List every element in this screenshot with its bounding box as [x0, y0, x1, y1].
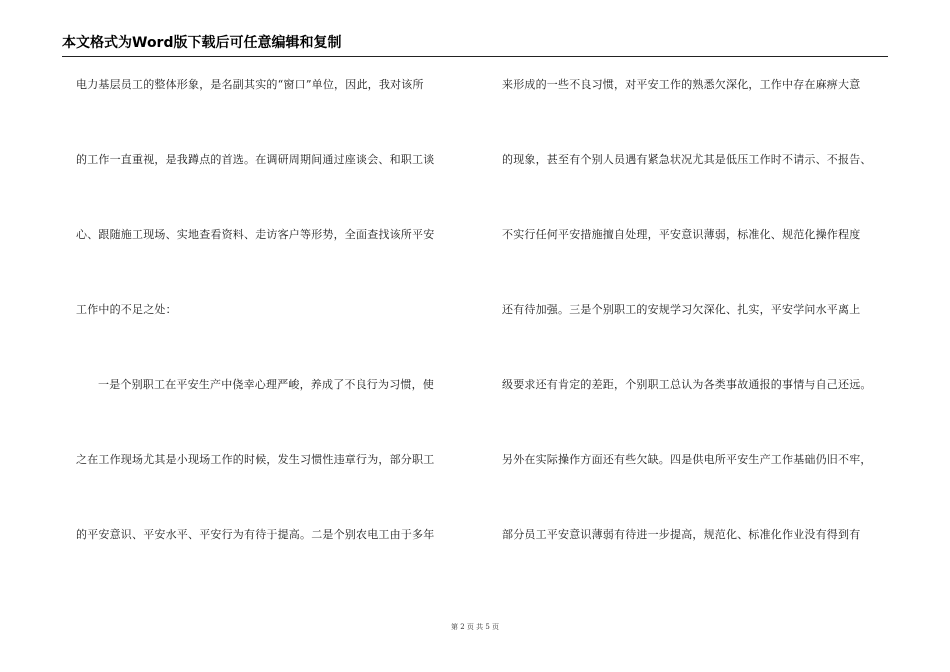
text-line: 另外在实际操作方面还有些欠缺。四是供电所平安生产工作基础仍旧不牢， — [502, 453, 872, 466]
text-line: 一是个别职工在平安生产中侥幸心理严峻，养成了不良行为习惯，使 — [98, 378, 434, 391]
text-line: 的现象，甚至有个别人员遇有紧急状况尤其是低压工作时不请示、不报告、 — [502, 153, 872, 166]
text-line: 的工作一直重视，是我蹲点的首选。在调研周期间通过座谈会、和职工谈 — [76, 153, 435, 166]
text-line: 级要求还有肯定的差距，个别职工总认为各类事故通报的事情与自己还远。 — [502, 378, 872, 391]
text-line: 心、跟随施工现场、实地查看资料、走访客户等形势，全面查找该所平安 — [76, 228, 435, 241]
text-line: 来形成的一些不良习惯，对平安工作的熟悉欠深化，工作中存在麻痹大意 — [502, 78, 861, 91]
document-header — [62, 34, 888, 57]
text-line: 还有待加强。三是个别职工的安规学习欠深化、扎实，平安学问水平离上 — [502, 303, 861, 316]
text-line: 之在工作现场尤其是小现场工作的时候，发生习惯性违章行为，部分职工 — [76, 453, 435, 466]
header-title: 本文格式为Word版下载后可任意编辑和复制 — [62, 35, 342, 51]
text-line: 不实行任何平安措施擅自处理，平安意识薄弱，标准化、规范化操作程度 — [502, 228, 861, 241]
text-line: 的平安意识、平安水平、平安行为有待于提高。二是个别农电工由于多年 — [76, 528, 435, 541]
page-number: 第 2 页 共 5 页 — [450, 623, 500, 631]
text-line: 部分员工平安意识薄弱有待进一步提高，规范化、标准化作业没有得到有 — [502, 528, 861, 541]
text-line: 电力基层员工的整体形象，是名副其实的“窗口”单位，因此，我对该所 — [76, 78, 424, 91]
text-line: 工作中的不足之处： — [76, 303, 177, 316]
